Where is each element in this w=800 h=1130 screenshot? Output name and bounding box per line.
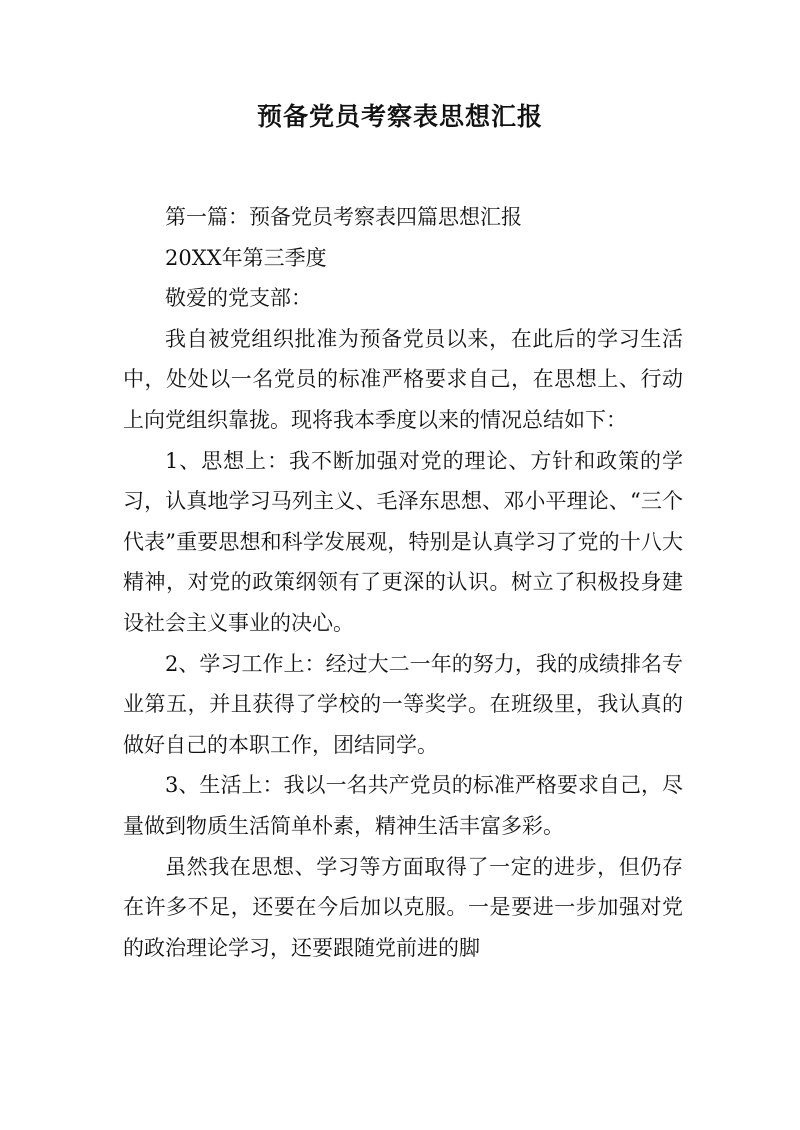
salutation: 敬爱的党支部： (165, 286, 312, 311)
document-body (123, 197, 683, 968)
section-heading: 第一篇：预备党员考察表四篇思想汇报 (165, 205, 522, 229)
body-paragraph: 1、思想上：我不断加强对党的理论、方针和政策的学习，认真地学习马列主义、毛泽东思想、邓小平理论、“三个代表”重要思想和科学发展观，特别是认真学习了党的十八大精神，对党的政策纲领有了更深的认识。树立了积极投身建设社会主义事业的决心。 (123, 448, 683, 635)
body-paragraph: 我自被党组织批准为预备党员以来，在此后的学习生活中，处处以一名党员的标准严格要求自己，在思想上、行动上向党组织靠拢。现将我本季度以来的情况总结如下： (123, 326, 683, 432)
page-title: 预备党员考察表思想汇报 (256, 102, 543, 131)
body-paragraph: 2、学习工作上：经过大二一年的努力，我的成绩排名专业第五，并且获得了学校的一等奖学。在班级里，我认真的做好自己的本职工作，团结同学。 (123, 651, 683, 757)
body-paragraph: 虽然我在思想、学习等方面取得了一定的进步，但仍存在许多不足，还要在今后加以克服。一是要进一步加强对党的政治理论学习，还要跟随党前进的脚 (123, 854, 683, 960)
body-paragraph: 3、生活上：我以一名共产党员的标准严格要求自己，尽量做到物质生活简单朴素，精神生活丰富多彩。 (123, 773, 683, 838)
report-period: 20XX年第三季度 (165, 245, 327, 270)
